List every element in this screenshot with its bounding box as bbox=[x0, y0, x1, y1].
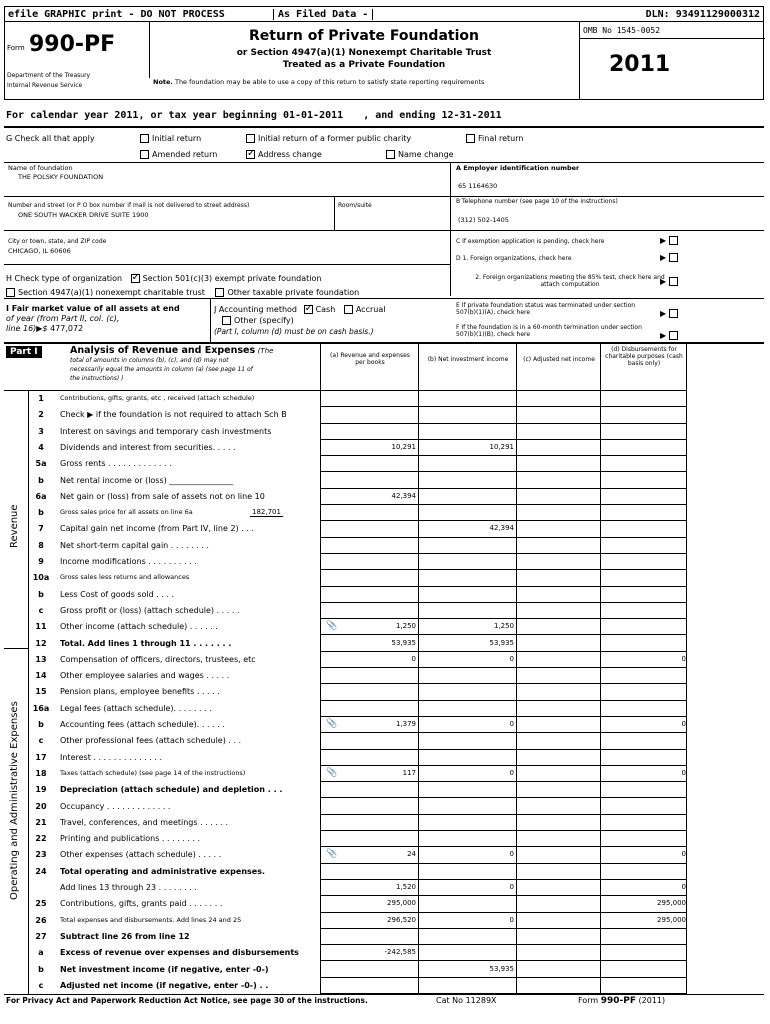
col-b-header: (b) Net investment income bbox=[427, 356, 509, 363]
e-label: E If private foundation status was terminated under section 507(b)(1)(A), check here bbox=[456, 302, 636, 316]
table-row bbox=[0, 667, 770, 683]
row-number: a bbox=[38, 948, 44, 958]
table-row bbox=[0, 863, 770, 879]
table-row bbox=[0, 912, 770, 928]
row-number: 6a bbox=[35, 491, 47, 501]
j-section: J Accounting method ✓ Cash Accrual Other (specify) (Part I, column (d) must be on cash basis.) bbox=[214, 304, 385, 337]
cell-col-b: 42,394 bbox=[489, 524, 514, 533]
cell-col-a: -242,585 bbox=[384, 948, 416, 957]
j-cash[interactable]: ✓ Cash bbox=[304, 305, 336, 314]
row-number: 26 bbox=[35, 915, 47, 925]
cell-col-a: 1,520 bbox=[395, 883, 416, 891]
cell-col-b: 0 bbox=[509, 654, 514, 663]
row-label: Legal fees (attach schedule). . . . . . . . bbox=[60, 703, 212, 713]
cell-col-a: 24 bbox=[407, 850, 416, 859]
table-row bbox=[0, 814, 770, 830]
cell-col-a: 1,250 bbox=[395, 622, 416, 631]
col-d-header: (d) Disbursements for charitable purposes (cash basis only) bbox=[605, 346, 683, 367]
d2-label: 2. Foreign organizations meeting the 85% test, check here and attach computation bbox=[475, 274, 665, 288]
cell-col-a: 295,000 bbox=[387, 899, 416, 908]
table-row bbox=[0, 651, 770, 667]
table-row bbox=[0, 879, 770, 895]
e-checkbox[interactable]: ▶ bbox=[660, 309, 681, 318]
row-label: Compensation of officers, directors, trustees, etc bbox=[60, 654, 256, 664]
table-row bbox=[0, 944, 770, 960]
cell-col-d: 0 bbox=[681, 768, 686, 777]
row-number: 16a bbox=[32, 703, 50, 713]
row-number: 21 bbox=[35, 817, 47, 827]
row-label: Depreciation (attach schedule) and depletion . . . bbox=[60, 785, 283, 795]
row-label: Net rental income or (loss) ________________ bbox=[60, 475, 234, 485]
form-title: Return of Private Foundation bbox=[249, 28, 479, 44]
row-number: 1 bbox=[38, 394, 44, 403]
cell-col-a: 0 bbox=[411, 654, 416, 663]
row-number: b bbox=[38, 720, 44, 729]
table-row bbox=[0, 700, 770, 716]
table-row bbox=[0, 439, 770, 455]
row-number: 25 bbox=[35, 899, 47, 909]
d2-checkbox[interactable]: ▶ bbox=[660, 277, 681, 286]
row-number: 4 bbox=[38, 442, 44, 452]
table-row bbox=[0, 520, 770, 536]
table-row bbox=[0, 977, 770, 993]
form-note: Note. The foundation may be able to use a copy of this return to satisfy state reporting requirements bbox=[153, 78, 485, 86]
row-label: Gross sales price for all assets on line 6a bbox=[60, 508, 193, 517]
table-row bbox=[0, 390, 770, 406]
row-number: c bbox=[38, 605, 44, 615]
amended-return-option[interactable]: Amended return bbox=[140, 150, 217, 159]
form-header bbox=[4, 22, 764, 100]
row-label: Travel, conferences, and meetings . . . . . . bbox=[60, 817, 229, 827]
g-section bbox=[6, 134, 766, 162]
row-number: 24 bbox=[35, 866, 47, 876]
city-label: City or town, state, and ZIP code bbox=[8, 238, 107, 245]
row-number: 7 bbox=[38, 524, 44, 534]
g-label: G Check all that apply bbox=[6, 134, 95, 143]
row-label: Adjusted net income (if negative, enter -0-) . . bbox=[60, 980, 269, 990]
attachment-icon[interactable]: 📎 bbox=[326, 621, 338, 632]
row-label: Gross profit or (loss) (attach schedule) . . . . . bbox=[60, 605, 240, 615]
f-checkbox[interactable]: ▶ bbox=[660, 331, 681, 340]
part1-badge: Part I bbox=[6, 346, 42, 358]
cell-col-d: 0 bbox=[681, 883, 686, 891]
row-label: Excess of revenue over expenses and disbursements bbox=[60, 948, 299, 958]
row-label: Taxes (attach schedule) (see page 14 of the instructions) bbox=[60, 768, 246, 777]
tax-year: 2011 bbox=[609, 52, 671, 77]
row-number: 9 bbox=[38, 557, 44, 566]
address-change-option[interactable]: ✓ Address change bbox=[246, 150, 322, 159]
row-label: Pension plans, employee benefits . . . . . bbox=[60, 687, 220, 697]
row-number: 19 bbox=[35, 785, 47, 795]
cell-col-d: 0 bbox=[681, 720, 686, 728]
table-row bbox=[0, 537, 770, 553]
i-section: I Fair market value of all assets at end of year (from Part II, col. (c), line 16)▶$ 477,072 bbox=[6, 304, 180, 333]
cell-col-a: 53,935 bbox=[391, 638, 416, 647]
row-number: 15 bbox=[35, 687, 47, 697]
row-number: 12 bbox=[35, 638, 47, 648]
cell-col-d: 0 bbox=[681, 850, 686, 859]
dept-line2: Internal Revenue Service bbox=[7, 82, 83, 89]
h-section bbox=[6, 274, 321, 283]
row-label: Contributions, gifts, grants, etc , received (attach schedule) bbox=[60, 394, 255, 402]
row-label: Subtract line 26 from line 12 bbox=[60, 931, 190, 941]
j-other[interactable]: Other (specify) bbox=[222, 316, 294, 325]
cell-col-a: 296,520 bbox=[387, 915, 416, 924]
top-banner bbox=[4, 6, 764, 22]
table-row bbox=[0, 406, 770, 422]
row-label: Interest . . . . . . . . . . . . . . bbox=[60, 752, 163, 762]
filed-label: As Filed Data - bbox=[273, 9, 373, 20]
row-label: Net gain or (loss) from sale of assets not on line 10 bbox=[60, 491, 265, 501]
row-label: Total operating and administrative expenses. bbox=[60, 866, 265, 876]
table-row bbox=[0, 553, 770, 569]
table-row bbox=[0, 732, 770, 748]
table-row bbox=[0, 472, 770, 488]
col-c-header: (c) Adjusted net income bbox=[523, 356, 595, 363]
table-row bbox=[0, 716, 770, 732]
row-label: Other employee salaries and wages . . . . . bbox=[60, 671, 230, 681]
cell-col-b: 0 bbox=[509, 883, 514, 891]
table-row bbox=[0, 765, 770, 781]
table-row bbox=[0, 488, 770, 504]
row-label: Total. Add lines 1 through 11 . . . . . . . bbox=[60, 638, 232, 648]
h-label: H Check type of organization bbox=[6, 274, 123, 283]
cell-col-d: 295,000 bbox=[657, 899, 686, 908]
row-label: Contributions, gifts, grants paid . . . . . . . bbox=[60, 899, 223, 909]
initial-return-option[interactable]: Initial return bbox=[140, 134, 201, 143]
table-row bbox=[0, 504, 770, 520]
j-accrual[interactable]: Accrual bbox=[344, 305, 386, 314]
h-opt3[interactable]: Other taxable private foundation bbox=[215, 288, 359, 297]
table-row bbox=[0, 830, 770, 846]
row-number: 23 bbox=[35, 850, 47, 860]
cell-col-a: 10,291 bbox=[391, 442, 416, 451]
row-label: Gross rents . . . . . . . . . . . . . bbox=[60, 459, 172, 469]
address-change-checkbox[interactable] bbox=[246, 150, 255, 159]
row-number: 22 bbox=[35, 834, 47, 844]
dept-line1: Department of the Treasury bbox=[7, 72, 91, 79]
initial-former-option[interactable]: Initial return of a former public charity bbox=[246, 134, 411, 143]
dln-label: DLN: 93491129000312 bbox=[645, 9, 760, 20]
row-number: 14 bbox=[35, 671, 47, 681]
street-label: Number and street (or P O box number if mail is not delivered to street address) bbox=[8, 202, 250, 209]
name-change-option[interactable]: Name change bbox=[386, 150, 454, 159]
row-number: 20 bbox=[35, 801, 47, 811]
row-label: Add lines 13 through 23 . . . . . . . . bbox=[60, 883, 197, 892]
d1-checkbox[interactable]: ▶ bbox=[660, 253, 681, 262]
cell-col-d: 0 bbox=[681, 654, 686, 663]
row-number: c bbox=[38, 980, 44, 990]
row-label: Dividends and interest from securities. . . . . bbox=[60, 442, 236, 452]
table-row bbox=[0, 846, 770, 862]
part1-heading: Analysis of Revenue and Expenses (The total of amounts in columns (b), (c), and (d) may not necessarily equal the amounts in column (a) (see page 11 of the instructions) ) bbox=[70, 345, 274, 382]
form-subtitle2: Treated as a Private Foundation bbox=[282, 60, 446, 70]
table-row bbox=[0, 749, 770, 765]
row-label: Capital gain net income (from Part IV, line 2) . . . bbox=[60, 524, 254, 534]
row-number: 10a bbox=[32, 573, 50, 583]
cell-col-b: 1,250 bbox=[493, 622, 514, 631]
name-label: Name of foundation bbox=[8, 164, 73, 172]
table-row bbox=[0, 781, 770, 797]
cell-col-a: 42,394 bbox=[391, 491, 416, 500]
table-row bbox=[0, 569, 770, 585]
row-label: Interest on savings and temporary cash investments bbox=[60, 426, 272, 436]
row-number: 2 bbox=[38, 410, 44, 420]
row-number: c bbox=[38, 736, 44, 746]
d1-label: D 1. Foreign organizations, check here bbox=[456, 255, 572, 262]
phone-label: B Telephone number (see page 10 of the instructions) bbox=[456, 198, 618, 205]
table-row bbox=[0, 683, 770, 699]
row-number: 17 bbox=[35, 752, 47, 762]
city-value: CHICAGO, IL 60606 bbox=[8, 247, 71, 255]
form-prefix: Form bbox=[7, 44, 25, 52]
final-return-option[interactable]: Final return bbox=[466, 134, 523, 143]
cell-col-a: 117 bbox=[402, 768, 416, 777]
h-opt1[interactable]: ✓ Section 501(c)(3) exempt private foundation bbox=[131, 274, 322, 283]
row-label: Less Cost of goods sold . . . . bbox=[60, 589, 175, 599]
fmv-value: 477,072 bbox=[50, 324, 84, 333]
table-row bbox=[0, 895, 770, 911]
row-number: 18 bbox=[35, 768, 47, 778]
table-row bbox=[0, 635, 770, 651]
row-label: Other expenses (attach schedule) . . . . . bbox=[60, 850, 222, 860]
cell-col-b: 0 bbox=[509, 768, 514, 777]
line6b-value: 182,701 bbox=[252, 508, 281, 516]
table-row bbox=[0, 423, 770, 439]
c-checkbox[interactable]: ▶ bbox=[660, 236, 681, 245]
efile-label: efile GRAPHIC print - DO NOT PROCESS bbox=[8, 9, 225, 20]
attachment-icon[interactable]: 📎 bbox=[326, 849, 338, 860]
form-subtitle1: or Section 4947(a)(1) Nonexempt Charitable Trust bbox=[236, 48, 492, 58]
omb-number: OMB No 1545-0052 bbox=[583, 26, 661, 35]
table-row bbox=[0, 602, 770, 618]
expenses-side-label: Operating and Administrative Expenses bbox=[9, 701, 20, 900]
table-row bbox=[0, 798, 770, 814]
phone-value: (312) 502-1405 bbox=[458, 216, 509, 224]
cell-col-b: 53,935 bbox=[489, 964, 514, 973]
h-opt2[interactable]: Section 4947(a)(1) nonexempt charitable trust bbox=[6, 288, 205, 297]
final-return-checkbox[interactable] bbox=[466, 134, 475, 143]
row-label: Net short-term capital gain . . . . . . . . bbox=[60, 540, 209, 550]
row-label: Income modifications . . . . . . . . . . bbox=[60, 557, 197, 566]
row-number: b bbox=[38, 508, 44, 518]
form-number: 990-PF bbox=[29, 32, 116, 57]
col-a-header: (a) Revenue and expenses per books bbox=[330, 352, 410, 366]
ein-value: 65 1164630 bbox=[458, 182, 498, 190]
row-number: 5a bbox=[35, 459, 47, 469]
footer-notice: For Privacy Act and Paperwork Reduction Act Notice, see page 30 of the instructions. bbox=[6, 996, 368, 1005]
row-number: 11 bbox=[35, 622, 47, 632]
cell-col-b: 53,935 bbox=[489, 638, 514, 647]
cell-col-d: 295,000 bbox=[657, 915, 686, 924]
initial-former-checkbox[interactable] bbox=[246, 134, 255, 143]
row-label: Printing and publications . . . . . . . . bbox=[60, 834, 201, 844]
table-row bbox=[0, 455, 770, 471]
initial-return-checkbox[interactable] bbox=[140, 134, 149, 143]
row-label: Other income (attach schedule) . . . . . . bbox=[60, 622, 218, 632]
row-label: Total expenses and disbursements. Add lines 24 and 25 bbox=[60, 915, 242, 924]
street-value: ONE SOUTH WACKER DRIVE SUITE 1900 bbox=[18, 211, 149, 219]
name-change-checkbox[interactable] bbox=[386, 150, 395, 159]
row-number: 13 bbox=[35, 654, 47, 664]
f-label: F If the foundation is in a 60-month termination under section 507(b)(1)(B), check here bbox=[456, 324, 642, 338]
attachment-icon[interactable]: 📎 bbox=[326, 767, 338, 778]
attachment-icon[interactable]: 📎 bbox=[326, 719, 338, 729]
calendar-year: For calendar year 2011, or tax year beginning 01-01-2011 , and ending 12-31-2011 bbox=[6, 110, 502, 121]
table-row bbox=[0, 586, 770, 602]
h-section-row2 bbox=[6, 288, 359, 297]
row-number: b bbox=[38, 475, 44, 485]
row-label: Other professional fees (attach schedule) . . . bbox=[60, 736, 242, 746]
row-number: 8 bbox=[38, 540, 44, 550]
revenue-side-label: Revenue bbox=[9, 504, 20, 548]
row-number: b bbox=[38, 964, 44, 974]
footer-form: Form 990-PF (2011) bbox=[578, 996, 666, 1006]
row-label: Occupancy . . . . . . . . . . . . . bbox=[60, 801, 171, 811]
row-label: Check ▶ if the foundation is not required to attach Sch B bbox=[60, 410, 287, 420]
amended-return-checkbox[interactable] bbox=[140, 150, 149, 159]
row-number: b bbox=[38, 589, 44, 599]
cell-col-b: 0 bbox=[509, 720, 514, 728]
room-label: Room/suite bbox=[338, 202, 372, 209]
cell-col-b: 10,291 bbox=[489, 442, 514, 451]
row-label: Accounting fees (attach schedule). . . . . . bbox=[60, 720, 225, 729]
row-number: 3 bbox=[38, 426, 44, 436]
c-label: C If exemption application is pending, check here bbox=[456, 238, 605, 245]
row-label: Net investment income (if negative, enter -0-) bbox=[60, 964, 269, 974]
row-number: 27 bbox=[35, 931, 47, 941]
ein-label: A Employer identification number bbox=[456, 164, 580, 172]
foundation-name: THE POLSKY FOUNDATION bbox=[18, 173, 104, 181]
table-row bbox=[0, 928, 770, 944]
table-row bbox=[0, 618, 770, 634]
row-label: Gross sales less returns and allowances bbox=[60, 573, 190, 582]
table-row bbox=[0, 961, 770, 977]
cell-col-b: 0 bbox=[509, 915, 514, 924]
footer-cat: Cat No 11289X bbox=[436, 996, 497, 1005]
cell-col-b: 0 bbox=[509, 850, 514, 859]
cell-col-a: 1,379 bbox=[395, 720, 416, 728]
